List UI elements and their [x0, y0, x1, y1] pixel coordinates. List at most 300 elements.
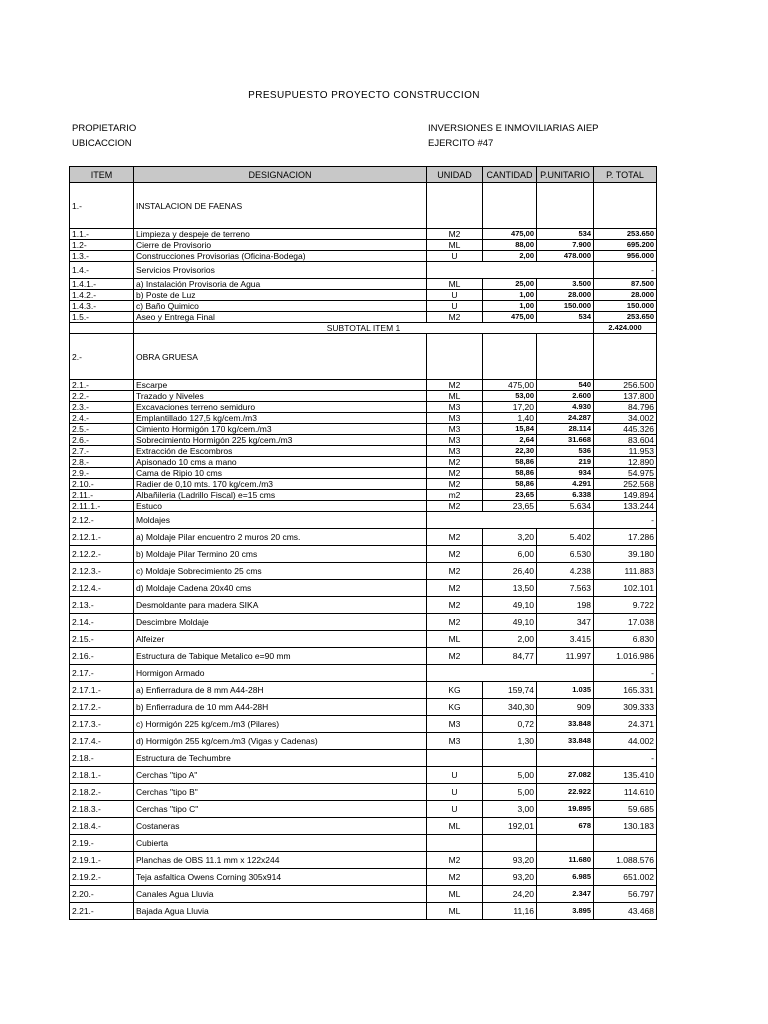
cell-quantity: 88,00	[483, 240, 537, 251]
cell-total: 59.685	[594, 801, 657, 818]
cell-unit-price: 4.291	[537, 479, 594, 490]
cell-unit-price: 22.922	[537, 784, 594, 801]
cell-total: 651.002	[594, 869, 657, 886]
cell-unit-price: 28.000	[537, 290, 594, 301]
cell-unit-price: 678	[537, 818, 594, 835]
cell-quantity: 93,20	[483, 869, 537, 886]
table-row	[70, 563, 657, 580]
cell-total: -	[594, 665, 657, 682]
cell-total: 43.468	[594, 903, 657, 920]
cell-total: 28.000	[594, 290, 657, 301]
cell-unit-price: 6.338	[537, 490, 594, 501]
cell-item: 1.-	[70, 183, 134, 229]
table-row	[70, 240, 657, 251]
table-row	[70, 546, 657, 563]
cell-designation: Bajada Agua Lluvia	[134, 903, 427, 920]
cell-unit-price: 27.082	[537, 767, 594, 784]
table-row	[70, 380, 657, 391]
cell-total: -	[594, 512, 657, 529]
cell-unit: M2	[427, 380, 483, 391]
cell-item: 2.20.-	[70, 886, 134, 903]
page-title: PRESUPUESTO PROYECTO CONSTRUCCION	[248, 90, 480, 101]
cell-item: 1.1.-	[70, 229, 134, 240]
cell-item: 1.5.-	[70, 312, 134, 323]
cell-total: 102.101	[594, 580, 657, 597]
cell-unit-price: 3.415	[537, 631, 594, 648]
cell-merged	[427, 665, 594, 682]
cell-quantity: 23,65	[483, 490, 537, 501]
cell-unit: KG	[427, 682, 483, 699]
cell-unit	[427, 334, 483, 380]
cell-designation: Emplantillado 127,5 kg/cem./m3	[134, 413, 427, 424]
cell-item: 2.4.-	[70, 413, 134, 424]
cell-item: 2.16.-	[70, 648, 134, 665]
cell-unit-price: 534	[537, 312, 594, 323]
cell-unit: ML	[427, 391, 483, 402]
cell-total: 6.830	[594, 631, 657, 648]
cell-designation: Cerchas "tipo C"	[134, 801, 427, 818]
table-row	[70, 446, 657, 457]
cell-item: 1.4.2.-	[70, 290, 134, 301]
cell-unit-price	[537, 835, 594, 852]
cell-total: 83.604	[594, 435, 657, 446]
cell-unit: M3	[427, 402, 483, 413]
cell-total: 56.797	[594, 886, 657, 903]
cell-total: 9.722	[594, 597, 657, 614]
cell-item: 2.21.-	[70, 903, 134, 920]
cell-unit-price: 534	[537, 229, 594, 240]
budget-table	[69, 166, 657, 920]
cell-item: 2.17.4.-	[70, 733, 134, 750]
cell-total: 445.326	[594, 424, 657, 435]
cell-quantity	[483, 750, 537, 767]
cell-unit: U	[427, 251, 483, 262]
table-row	[70, 251, 657, 262]
cell-unit-price: 6.530	[537, 546, 594, 563]
cell-total: 87.500	[594, 279, 657, 290]
cell-unit-price: 3.500	[537, 279, 594, 290]
cell-total: 149.894	[594, 490, 657, 501]
cell-unit	[427, 835, 483, 852]
cell-unit: M2	[427, 580, 483, 597]
cell-item: 2.10.-	[70, 479, 134, 490]
table-row	[70, 750, 657, 767]
cell-total: 135.410	[594, 767, 657, 784]
cell-designation: Limpieza y despeje de terreno	[134, 229, 427, 240]
cell-quantity	[483, 835, 537, 852]
cell-designation: Cierre de Provisorio	[134, 240, 427, 251]
cell-unit: M3	[427, 446, 483, 457]
cell-unit: M2	[427, 468, 483, 479]
cell-total: 39.180	[594, 546, 657, 563]
cell-merged	[427, 262, 594, 279]
cell-designation: Moldajes	[134, 512, 427, 529]
cell-quantity: 475,00	[483, 380, 537, 391]
cell-unit: ML	[427, 240, 483, 251]
cell-unit-price	[537, 183, 594, 229]
cell-quantity: 84,77	[483, 648, 537, 665]
cell-unit-price: 7.563	[537, 580, 594, 597]
cell-unit-price: 4.238	[537, 563, 594, 580]
cell-item: 2.19.1.-	[70, 852, 134, 869]
cell-unit: m2	[427, 490, 483, 501]
cell-total: 956.000	[594, 251, 657, 262]
cell-total: 114.610	[594, 784, 657, 801]
cell-designation: a) Instalación Provisoria de Agua	[134, 279, 427, 290]
cell-unit: U	[427, 301, 483, 312]
cell-total: 1.088.576	[594, 852, 657, 869]
cell-unit: U	[427, 784, 483, 801]
cell-unit-price: 28.114	[537, 424, 594, 435]
cell-unit	[427, 750, 483, 767]
cell-quantity: 58,86	[483, 468, 537, 479]
cell-quantity: 5,00	[483, 767, 537, 784]
cell-unit-price: 2.600	[537, 391, 594, 402]
cell-designation: Cubierta	[134, 835, 427, 852]
table-row	[70, 479, 657, 490]
cell-unit: M2	[427, 457, 483, 468]
location-label: UBICACCION	[72, 138, 132, 149]
cell-quantity: 15,84	[483, 424, 537, 435]
cell-unit-price: 3.895	[537, 903, 594, 920]
cell-quantity: 13,50	[483, 580, 537, 597]
cell-designation: Apisonado 10 cms a mano	[134, 457, 427, 468]
table-row	[70, 413, 657, 424]
cell-quantity	[483, 334, 537, 380]
table-row	[70, 801, 657, 818]
table-body	[70, 183, 657, 920]
cell-designation: Radier de 0,10 mts. 170 kg/cem./m3	[134, 479, 427, 490]
cell-designation: c) Moldaje Sobrecimiento 25 cms	[134, 563, 427, 580]
cell-item: 2.15.-	[70, 631, 134, 648]
table-row	[70, 312, 657, 323]
cell-designation: Estuco	[134, 501, 427, 512]
cell-unit: M2	[427, 852, 483, 869]
cell-quantity: 1,00	[483, 290, 537, 301]
header-quantity: CANTIDAD	[483, 167, 537, 183]
cell-unit-price: 5.402	[537, 529, 594, 546]
cell-unit: U	[427, 801, 483, 818]
cell-designation: Extracción de Escombros	[134, 446, 427, 457]
cell-quantity: 2,64	[483, 435, 537, 446]
cell-quantity: 1,00	[483, 301, 537, 312]
cell-item	[70, 323, 134, 334]
cell-designation: c) Hormigón 225 kg/cem./m3 (Pilares)	[134, 716, 427, 733]
cell-unit: ML	[427, 818, 483, 835]
table-row	[70, 580, 657, 597]
cell-item: 2.17.-	[70, 665, 134, 682]
cell-unit: U	[427, 767, 483, 784]
cell-unit-price: 31.668	[537, 435, 594, 446]
cell-total: 253.650	[594, 312, 657, 323]
cell-item: 1.4.1.-	[70, 279, 134, 290]
cell-item: 2.12.3.-	[70, 563, 134, 580]
table-row	[70, 784, 657, 801]
cell-total: 11.953	[594, 446, 657, 457]
cell-designation: Aseo y Entrega Final	[134, 312, 427, 323]
table-row	[70, 818, 657, 835]
cell-total: -	[594, 750, 657, 767]
cell-total: 111.883	[594, 563, 657, 580]
cell-total: 1.016.986	[594, 648, 657, 665]
cell-unit-price: 24.287	[537, 413, 594, 424]
cell-unit-price: 540	[537, 380, 594, 391]
cell-item: 2.3.-	[70, 402, 134, 413]
cell-item: 2.-	[70, 334, 134, 380]
cell-unit-price: 4.930	[537, 402, 594, 413]
cell-unit: M3	[427, 733, 483, 750]
cell-designation: Cimiento Hormigón 170 kg/cem./m3	[134, 424, 427, 435]
cell-designation: Construcciones Provisorias (Oficina-Bodega)	[134, 251, 427, 262]
cell-quantity: 25,00	[483, 279, 537, 290]
cell-item: 2.18.4.-	[70, 818, 134, 835]
cell-unit: M2	[427, 648, 483, 665]
cell-unit: M3	[427, 413, 483, 424]
cell-unit: M2	[427, 614, 483, 631]
subtotal-value: 2.424.000	[594, 323, 657, 334]
cell-designation: Servicios Provisorios	[134, 262, 427, 279]
cell-total: 252.568	[594, 479, 657, 490]
cell-designation: Sobrecimiento Hormigón 225 kg/cem./m3	[134, 435, 427, 446]
cell-designation: d) Moldaje Cadena 20x40 cms	[134, 580, 427, 597]
cell-item: 2.2.-	[70, 391, 134, 402]
cell-quantity: 23,65	[483, 501, 537, 512]
table-row	[70, 424, 657, 435]
cell-item: 2.18.3.-	[70, 801, 134, 818]
cell-quantity: 26,40	[483, 563, 537, 580]
section-row	[70, 334, 657, 380]
cell-unit-price: 1.035	[537, 682, 594, 699]
cell-total: 133.244	[594, 501, 657, 512]
cell-total: 695.200	[594, 240, 657, 251]
table-row	[70, 648, 657, 665]
cell-total	[594, 334, 657, 380]
cell-quantity: 192,01	[483, 818, 537, 835]
cell-designation: Escarpe	[134, 380, 427, 391]
table-row	[70, 665, 657, 682]
cell-unit: M2	[427, 501, 483, 512]
cell-unit: M2	[427, 869, 483, 886]
cell-item: 2.12.2.-	[70, 546, 134, 563]
cell-total: 34.002	[594, 413, 657, 424]
section-title: OBRA GRUESA	[134, 334, 427, 380]
cell-designation: c) Baño Quimico	[134, 301, 427, 312]
cell-unit: M2	[427, 563, 483, 580]
table-row	[70, 903, 657, 920]
owner-label: PROPIETARIO	[72, 123, 137, 134]
header-unit-price: P.UNITARIO	[537, 167, 594, 183]
table-row	[70, 490, 657, 501]
cell-unit-price: 347	[537, 614, 594, 631]
header-designation: DESIGNACION	[134, 167, 427, 183]
table-row	[70, 682, 657, 699]
table-row	[70, 597, 657, 614]
cell-item: 2.12.1.-	[70, 529, 134, 546]
cell-quantity: 475,00	[483, 312, 537, 323]
cell-total: 17.038	[594, 614, 657, 631]
cell-designation: b) Enfierradura de 10 mm A44-28H	[134, 699, 427, 716]
cell-quantity: 5,00	[483, 784, 537, 801]
table-row	[70, 290, 657, 301]
cell-total: 24.371	[594, 716, 657, 733]
cell-designation: Hormigon Armado	[134, 665, 427, 682]
table-row	[70, 716, 657, 733]
header-unit: UNIDAD	[427, 167, 483, 183]
cell-designation: b) Poste de Luz	[134, 290, 427, 301]
cell-item: 2.18.2.-	[70, 784, 134, 801]
cell-item: 2.12.-	[70, 512, 134, 529]
cell-designation: b) Moldaje Pilar Termino 20 cms	[134, 546, 427, 563]
table-row	[70, 262, 657, 279]
table-row	[70, 512, 657, 529]
cell-quantity: 93,20	[483, 852, 537, 869]
table-row	[70, 886, 657, 903]
cell-unit-price: 6.985	[537, 869, 594, 886]
table-row	[70, 501, 657, 512]
cell-unit-price: 11.997	[537, 648, 594, 665]
cell-quantity: 53,00	[483, 391, 537, 402]
table-row	[70, 435, 657, 446]
table-row	[70, 457, 657, 468]
cell-unit-price: 33.848	[537, 716, 594, 733]
cell-total: 137.800	[594, 391, 657, 402]
table-row	[70, 529, 657, 546]
cell-total: 253.650	[594, 229, 657, 240]
cell-unit-price: 219	[537, 457, 594, 468]
table-row	[70, 468, 657, 479]
table-row	[70, 767, 657, 784]
cell-item: 2.5.-	[70, 424, 134, 435]
cell-designation: Cerchas "tipo B"	[134, 784, 427, 801]
cell-item: 2.9.-	[70, 468, 134, 479]
cell-item: 2.18.-	[70, 750, 134, 767]
cell-quantity: 17,20	[483, 402, 537, 413]
section-title: INSTALACION DE FAENAS	[134, 183, 427, 229]
cell-designation: Albañileria (Ladrillo Fiscal) e=15 cms	[134, 490, 427, 501]
cell-quantity: 2,00	[483, 251, 537, 262]
table-row	[70, 852, 657, 869]
cell-designation: Estructura de Techumbre	[134, 750, 427, 767]
cell-unit: KG	[427, 699, 483, 716]
cell-item: 2.12.4.-	[70, 580, 134, 597]
cell-designation: Cerchas "tipo A"	[134, 767, 427, 784]
table-row	[70, 835, 657, 852]
table-row	[70, 869, 657, 886]
cell-quantity: 1,40	[483, 413, 537, 424]
cell-total: 17.286	[594, 529, 657, 546]
cell-designation: a) Moldaje Pilar encuentro 2 muros 20 cms.	[134, 529, 427, 546]
cell-item: 2.6.-	[70, 435, 134, 446]
cell-quantity: 24,20	[483, 886, 537, 903]
cell-quantity: 11,16	[483, 903, 537, 920]
cell-unit-price: 5.634	[537, 501, 594, 512]
cell-item: 2.1.-	[70, 380, 134, 391]
cell-unit: ML	[427, 631, 483, 648]
cell-designation: Costaneras	[134, 818, 427, 835]
cell-item: 2.17.1.-	[70, 682, 134, 699]
cell-quantity	[483, 183, 537, 229]
cell-quantity: 159,74	[483, 682, 537, 699]
cell-unit-price	[537, 750, 594, 767]
table-row	[70, 279, 657, 290]
cell-unit: M3	[427, 716, 483, 733]
cell-unit: M2	[427, 529, 483, 546]
cell-total: 130.183	[594, 818, 657, 835]
cell-unit-price: 2.347	[537, 886, 594, 903]
table-row	[70, 402, 657, 413]
cell-quantity: 58,86	[483, 479, 537, 490]
cell-designation: Planchas de OBS 11.1 mm x 122x244	[134, 852, 427, 869]
cell-unit-price: 150.000	[537, 301, 594, 312]
cell-quantity: 3,20	[483, 529, 537, 546]
cell-total: 12.890	[594, 457, 657, 468]
cell-unit-price: 909	[537, 699, 594, 716]
cell-quantity: 49,10	[483, 597, 537, 614]
cell-unit: M3	[427, 435, 483, 446]
cell-item: 1.3.-	[70, 251, 134, 262]
cell-total: -	[594, 262, 657, 279]
cell-unit-price: 11.680	[537, 852, 594, 869]
cell-total: 44.002	[594, 733, 657, 750]
cell-total	[594, 835, 657, 852]
cell-total	[594, 183, 657, 229]
cell-item: 1.4.-	[70, 262, 134, 279]
cell-item: 2.14.-	[70, 614, 134, 631]
table-row	[70, 391, 657, 402]
cell-total: 84.796	[594, 402, 657, 413]
cell-unit: M2	[427, 479, 483, 490]
cell-quantity: 6,00	[483, 546, 537, 563]
cell-designation: Trazado y Niveles	[134, 391, 427, 402]
cell-item: 2.17.2.-	[70, 699, 134, 716]
table-row	[70, 614, 657, 631]
cell-unit-price: 33.848	[537, 733, 594, 750]
cell-total: 150.000	[594, 301, 657, 312]
cell-item: 2.11.-	[70, 490, 134, 501]
cell-unit	[427, 183, 483, 229]
cell-unit-price: 478.000	[537, 251, 594, 262]
cell-unit-price: 536	[537, 446, 594, 457]
cell-total: 54.975	[594, 468, 657, 479]
cell-designation: Alfeizer	[134, 631, 427, 648]
cell-quantity: 2,00	[483, 631, 537, 648]
cell-unit: M3	[427, 424, 483, 435]
cell-item: 2.13.-	[70, 597, 134, 614]
cell-unit-price: 198	[537, 597, 594, 614]
table-row	[70, 301, 657, 312]
cell-unit-price: 934	[537, 468, 594, 479]
cell-total: 256.500	[594, 380, 657, 391]
cell-designation: d) Hormigón 255 kg/cem./m3 (Vigas y Cadenas)	[134, 733, 427, 750]
cell-designation: Cama de Ripio 10 cms	[134, 468, 427, 479]
cell-designation: Excavaciones terreno semiduro	[134, 402, 427, 413]
cell-item: 2.7.-	[70, 446, 134, 457]
section-row	[70, 183, 657, 229]
cell-designation: Canales Agua Lluvia	[134, 886, 427, 903]
header-total: P. TOTAL	[594, 167, 657, 183]
cell-unit: M2	[427, 546, 483, 563]
cell-quantity: 22,30	[483, 446, 537, 457]
cell-designation: Teja asfaltica Owens Corning 305x914	[134, 869, 427, 886]
cell-designation: Desmoldante para madera SIKA	[134, 597, 427, 614]
cell-item: 2.11.1.-	[70, 501, 134, 512]
cell-merged	[427, 512, 594, 529]
table-row	[70, 699, 657, 716]
table-row	[70, 229, 657, 240]
cell-quantity: 340,30	[483, 699, 537, 716]
cell-unit-price: 7.900	[537, 240, 594, 251]
cell-unit: M2	[427, 597, 483, 614]
